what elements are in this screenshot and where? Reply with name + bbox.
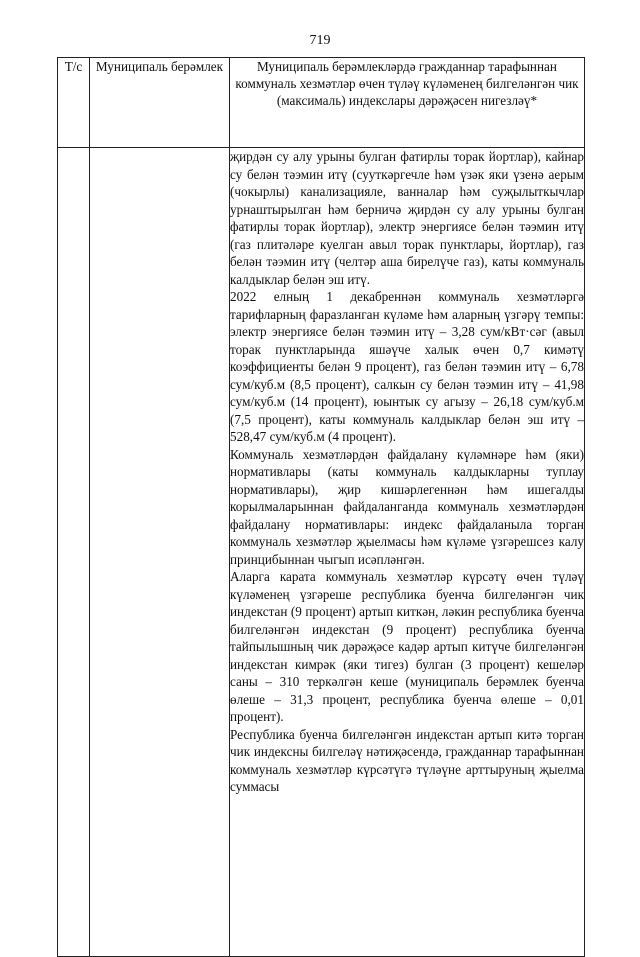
header-municipality: Муниципаль берәмлек bbox=[90, 58, 230, 148]
paragraph-total-increase: Республика буенча билгеләнгән индекстан артып китә торган чик индексны билгеләү нәтиҗәсендә, гражданнар тарафыннан коммуналь хезмәтләр күрсәтүгә түләүне арттыруның җыелма суммасы bbox=[230, 726, 584, 794]
table-row bbox=[58, 148, 585, 957]
paragraph-affected-people: Аларга карата коммуналь хезмәтләр күрсәтү өчен түләү күләменең үзгәреше республика буенча билгеләнгән чик индекстан (9 процент) артып киткән, ләкин республика буенча билгеләнгән индекстан (9 процент) республика буенча тайпылышның чик дәрәҗәсе кадәр артып китүче билгеләнгән индекстан кимрәк (яки тигез) булган (3 процент) кешеләр саны – 310 теркәлгән кеше (муниципаль берәмлек буенча өлеше – 31,3 процент, республика буенча өлеше – 0,01 процент). bbox=[230, 569, 584, 724]
paragraph-consumption-norms: Коммуналь хезмәтләрдән файдалану күләмнәре һәм (яки) нормативлары (каты коммуналь калдыкларны туплау нормативлары), җир кишәрлегеннән һәм ишегалды корылмаларыннан файдаланганда коммуналь хезмәтләрдән файдалану нормативлары: индекс файдаланыла торган коммуналь хезмәтләр җыелмасы һәм күләме үзгәрешсез калу принцибыннан чыгып исәпләнгән. bbox=[230, 446, 584, 567]
cell-number bbox=[58, 148, 90, 957]
header-number: Т/с bbox=[58, 58, 90, 148]
table-header-row bbox=[58, 58, 585, 148]
tariff-table bbox=[57, 57, 585, 957]
header-justification: Муниципаль берәмлекләрдә гражданнар тарафыннан коммуналь хезмәтләр өчен түләү күләменең билгеләнгән чик (максималь) индекслары дәрәҗәсен нигезләү* bbox=[230, 58, 585, 148]
page-number: 719 bbox=[309, 33, 331, 48]
cell-municipality bbox=[90, 148, 230, 957]
cell-justification bbox=[230, 148, 585, 957]
paragraph-utilities-list: җирдән су алу урыны булган фатирлы торак йортлар), кайнар су белән тәэмин итү (сууткәргечле һәм үзәк яки үзенә аерым (чокырлы) канализацияле, ванналар һәм суҗылыткычлар урнаштырылган һәм берничә җирдән су алу урыны булган фатирлы торак йортлар), электр энергиясе белән тәэмин итү (газ плитәләре куелган авыл торак пунктлары, йортлар), газ белән тәэмин итү (челтәр аша бирелүче газ), каты коммуналь калдыклар белән эш итү. bbox=[230, 149, 584, 287]
paragraph-tariffs-2022: 2022 елның 1 декабреннән коммуналь хезмәтләргә тарифларның фаразланган күләме һәм аларның үзгәрү темпы: электр энергиясе белән тәэмин итү – 3,28 сум/кВт·сәг (авыл торак пунктларында яшәүче халык өчен 0,7 кимәтү коэффициенты белән 9 процент), газ белән тәэмин итү – 6,78 сум/куб.м (8,5 процент), салкын су белән тәэмин итү – 41,98 сум/куб.м (14 процент), юынтык су агызу – 26,18 сум/куб.м (7,5 процент), каты коммуналь калдыклар белән эш итү – 528,47 сум/куб.м (4 процент). bbox=[230, 289, 584, 444]
